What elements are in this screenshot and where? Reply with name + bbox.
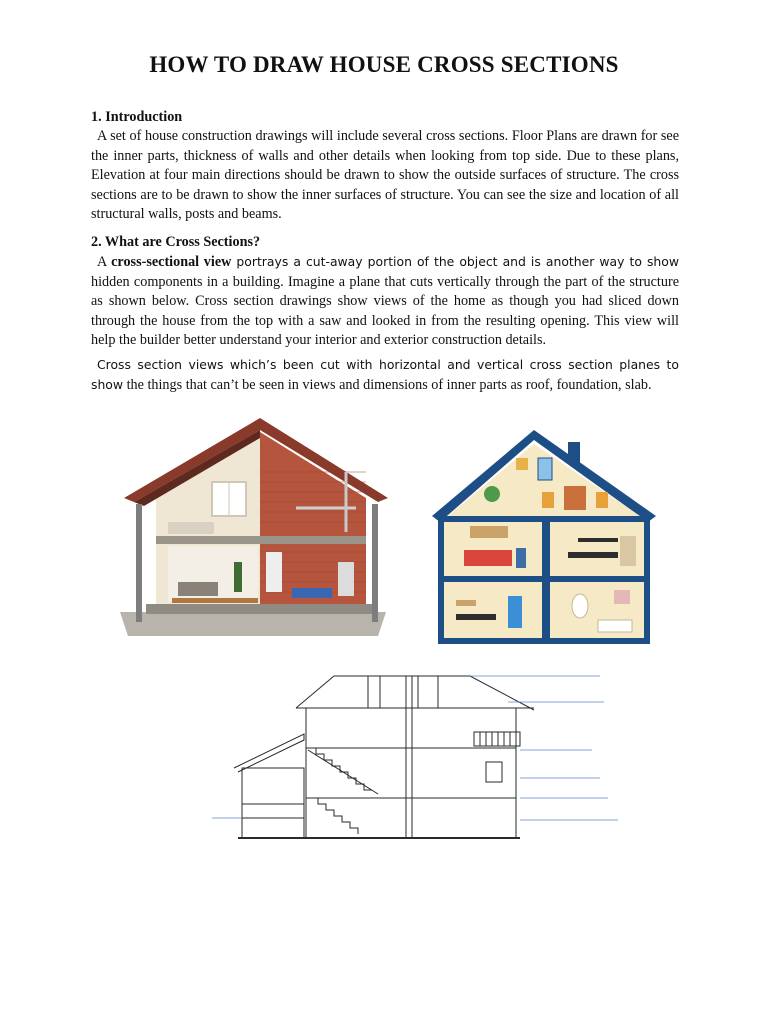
section-paragraph [91,355,679,396]
bold-term: cross-sectional view [111,254,232,271]
paragraph-rest: hidden components in a building. Imagine a plane that cuts vertically through the part of the structure as shown below. Cross section drawings show views of the home as though you had sliced down through the house from the top with a saw and looked in from the resulting opening. This view will help the builder better understand your interior and exterior construction details. [91,273,679,349]
section-introduction [91,108,679,224]
paragraph-sans-part: Cross section views which’s been cut with horizontal and vertical cross section planes to show [91,357,679,393]
section-cross-section-views [91,355,679,396]
section-paragraph [91,252,679,350]
house-cartoon-illustration [430,430,658,644]
paragraph-rest: the things that can’t be seen in views and dimensions of inner parts as roof, foundation, slab. [123,377,652,394]
house-cutaway-photo [116,412,394,644]
paragraph-sans-part: portrays a cut-away portion of the object and is another way to show [231,254,679,270]
section-heading: 1. Introduction [91,109,183,125]
section-paragraph: A set of house construction drawings will include several cross sections. Floor Plans are drawn for see the inner parts, thickness of walls and other details when looking from top side. Due to these plans, Elevation at four main directions should be drawn to show the outside surfaces of structure. The cross sections are to be drawn to show the inner surfaces of structure. You can see the size and location of all structural walls, posts and beams. [91,128,679,223]
section-cross-sections [91,233,679,350]
section-heading: 2. What are Cross Sections? [91,234,261,250]
paragraph-lead: A [97,254,112,271]
page-title: HOW TO DRAW HOUSE CROSS SECTIONS [149,52,619,77]
cross-section-line-drawing [208,668,618,844]
